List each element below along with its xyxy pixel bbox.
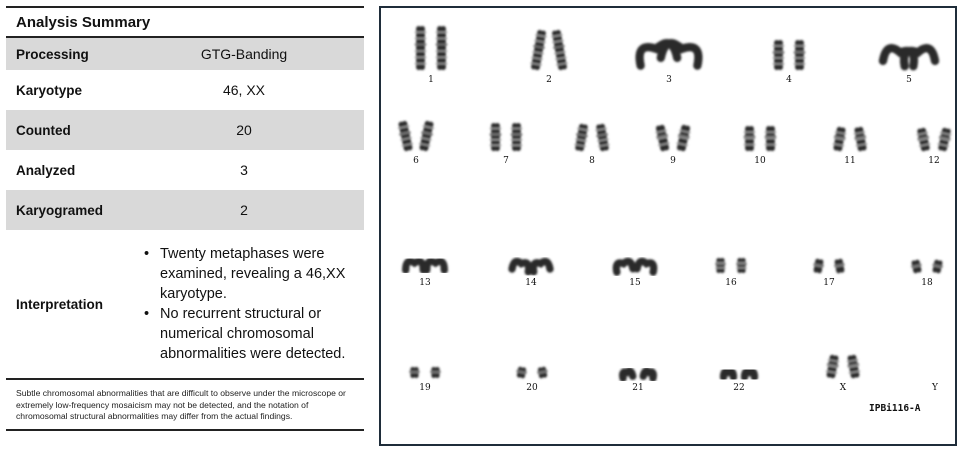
chromosome-pair-20 [516,366,549,379]
chromosome-label-15: 15 [629,278,641,288]
analysis-summary-panel [6,6,364,448]
processing-label: Processing [16,46,89,62]
karyogram-image [381,8,955,444]
chromosome-pair-22 [724,372,755,378]
chromosome-pair-14 [512,261,550,272]
chromosome-label-y: Y [932,383,938,393]
summary-title: Analysis Summary [6,6,364,38]
chromosome-label-5: 5 [906,75,912,85]
chromosome-label-12: 12 [928,156,940,166]
chromosome-label-2: 2 [546,75,552,85]
row-interpretation [6,230,364,380]
chromosome-label-19: 19 [419,383,431,393]
interpretation-item: • No recurrent structural or numerical chromosomal abnormalities were detected. [124,304,364,364]
chromosome-pair-5 [883,47,935,66]
interpretation-item: • Twenty metaphases were examined, revealing a 46,XX karyotype. [124,244,364,304]
chromosome-label-11: 11 [844,156,856,166]
chromosome-pair-7 [490,123,522,151]
chromosome-label-x: X [839,383,847,393]
chromosome-label-17: 17 [823,278,835,288]
chromosome-pair-17 [812,258,845,274]
chromosome-pair-13 [406,261,445,270]
karyogramed-label: Karyogramed [16,202,104,218]
counted-value: 20 [236,122,252,138]
chromosome-pair-19 [409,367,440,378]
chromosome-label-13: 13 [419,278,431,288]
chromosome-label-14: 14 [525,278,537,288]
chromosome-pair-15 [615,261,655,273]
row-counted [6,110,364,150]
interpretation-list [124,244,364,364]
chromosome-pair-9 [654,124,692,152]
chromosome-pair-x [825,354,861,379]
row-analyzed [6,150,364,190]
row-karyotype [6,70,364,110]
chromosome-pair-11 [832,126,868,152]
analyzed-label: Analyzed [16,162,76,178]
chromosome-pair-10 [744,126,776,151]
sample-id-label: IPBi116-A [869,403,921,414]
chromosome-label-10: 10 [754,156,766,166]
chromosome-label-7: 7 [503,156,509,166]
disclaimer-note: Subtle chromosomal abnormalities that are difficult to observe under the microscope or extremely low-frequency mosaicism may not be detected, and the notation of chromosomal structural abnormalities may differ from the actual findings. [6,380,364,431]
chromosome-pair-1 [415,26,447,70]
chromosome-label-9: 9 [670,156,676,166]
chromosome-pair-3 [637,41,701,65]
chromosome-pair-12 [916,127,953,152]
chromosome-pair-4 [773,40,805,70]
chromosome-label-6: 6 [413,156,419,166]
karyotype-label: Karyotype [16,82,83,98]
row-processing [6,38,364,70]
chromosome-label-22: 22 [733,383,745,393]
chromosome-pair-8 [574,123,611,152]
chromosome-pair-18 [910,259,944,274]
chromosome-label-4: 4 [786,75,792,85]
chromosome-pair-6 [397,120,435,152]
chromosome-label-21: 21 [632,383,644,393]
chromosome-label-8: 8 [589,156,595,166]
karyotype-value: 46, XX [222,82,266,98]
interpretation-label: Interpretation [16,296,104,312]
chromosome-pair-21 [622,371,654,379]
chromosome-label-20: 20 [526,383,538,393]
analyzed-value: 3 [240,162,248,178]
karyogramed-value: 2 [240,202,248,218]
counted-label: Counted [16,122,71,138]
row-karyogramed [6,190,364,230]
chromosome-label-16: 16 [725,278,737,288]
chromosome-label-3: 3 [666,75,672,85]
chromosome-label-1: 1 [428,75,434,85]
chromosome-label-18: 18 [921,278,933,288]
karyogram-panel [379,6,957,446]
chromosome-pair-16 [715,258,746,273]
chromosome-pair-2 [529,29,568,70]
processing-value: GTG-Banding [200,46,288,62]
